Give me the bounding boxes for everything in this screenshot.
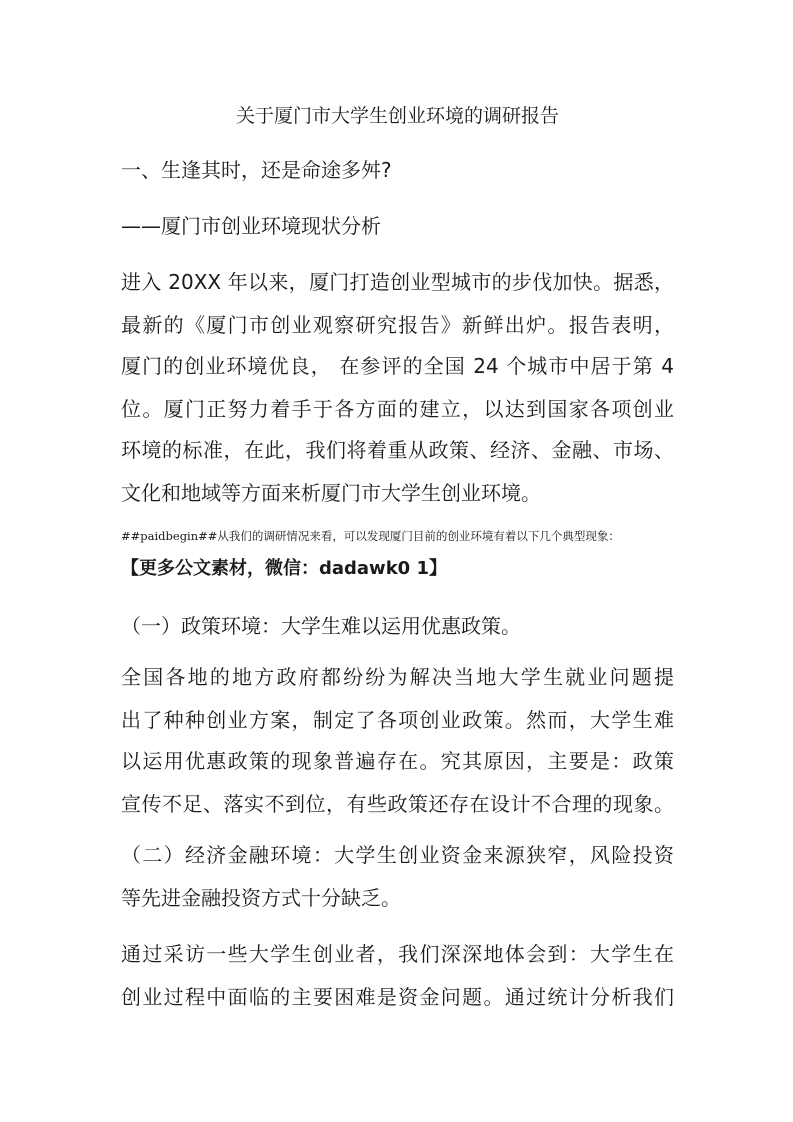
paragraph-3-line: 创业过程中面临的主要困难是资金问题。通过统计分析我们 <box>121 985 674 1009</box>
heading-1: 一、生逢其时，还是命途多舛? <box>121 158 392 182</box>
paragraph-1-line: 环境的标准，在此，我们将着重从政策、经济、金融、市场、 <box>121 438 674 462</box>
paragraph-2-line: 宣传不足、落实不到位，有些政策还存在设计不合理的现象。 <box>121 792 674 816</box>
note-line: ##paidbegin##从我们的调研情况来看，可以发现厦门目前的创业环境有着以下几个典型现象： <box>121 529 620 543</box>
paragraph-2-line: 全国各地的地方政府都纷纷为解决当地大学生就业问题提 <box>121 665 674 689</box>
heading-2: ——厦门市创业环境现状分析 <box>121 214 381 238</box>
paragraph-1-line: 位。厦门正努力着手于各方面的建立，以达到国家各项创业 <box>121 397 674 421</box>
document-title: 关于厦门市大学生创业环境的调研报告 <box>235 105 559 127</box>
paragraph-2-line: 以运用优惠政策的现象普遍存在。究其原因，主要是：政策 <box>121 749 674 773</box>
promo-line: 【更多公文素材，微信：dadawk0 1】 <box>121 558 447 579</box>
section-2-heading: 等先进金融投资方式十分缺乏。 <box>121 886 401 910</box>
paragraph-1-line: 厦门的创业环境优良， 在参评的全国 24 个城市中居于第 4 <box>121 354 674 378</box>
section-1-heading: （一）政策环境：大学生难以运用优惠政策。 <box>121 614 521 638</box>
paragraph-3-line: 通过采访一些大学生创业者，我们深深地体会到：大学生在 <box>121 942 674 966</box>
section-2-heading: （二）经济金融环境：大学生创业资金来源狭窄，风险投资 <box>121 843 674 867</box>
paragraph-1-line: 最新的《厦门市创业观察研究报告》新鲜出炉。报告表明， <box>121 313 674 337</box>
paragraph-1-line: 文化和地域等方面来析厦门市大学生创业环境。 <box>121 481 541 505</box>
paragraph-1-line: 进入 20XX 年以来，厦门打造创业型城市的步伐加快。据悉， <box>121 270 674 294</box>
paragraph-2-line: 出了种种创业方案，制定了各项创业政策。然而，大学生难 <box>121 708 674 732</box>
